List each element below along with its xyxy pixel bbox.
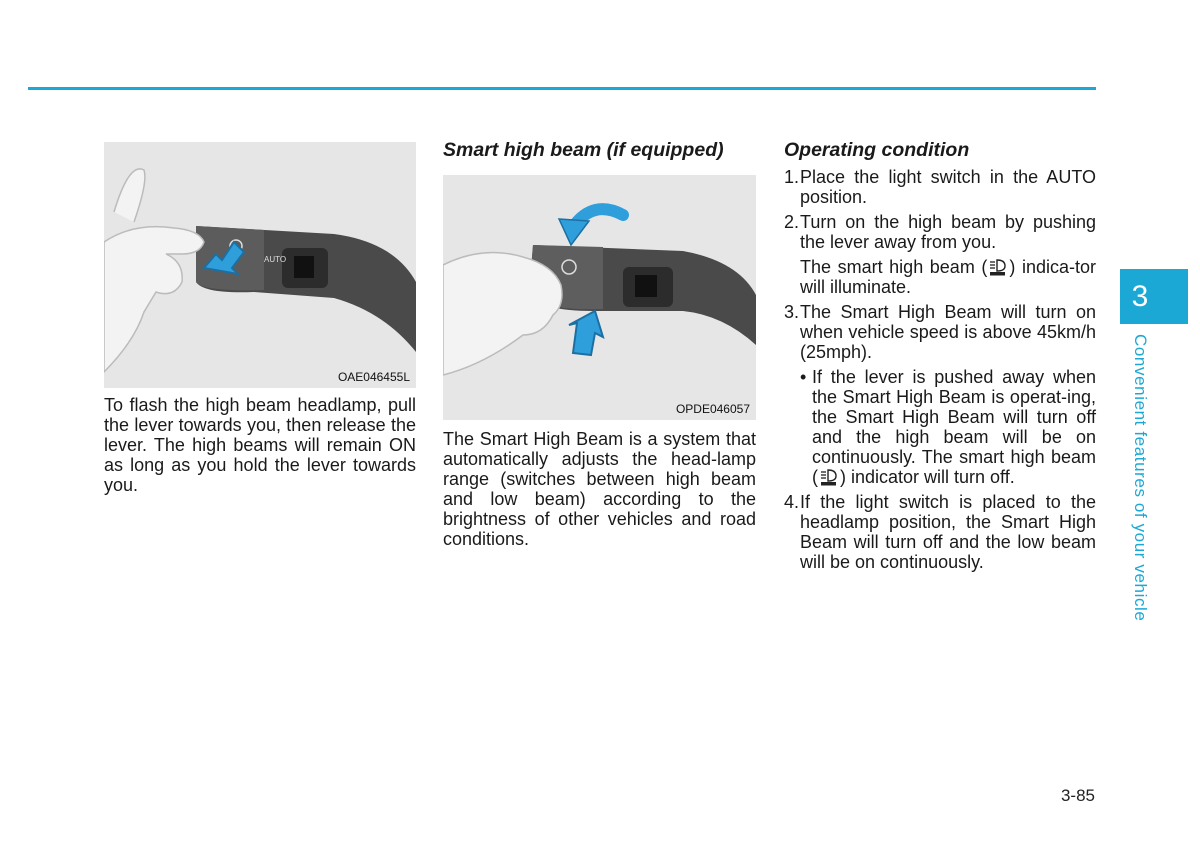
list-number: 1. xyxy=(784,167,800,187)
chapter-tab xyxy=(1120,269,1188,324)
bullet-mark: • xyxy=(800,367,807,387)
list-number: 3. xyxy=(784,302,800,322)
list-item xyxy=(784,167,1096,207)
list-text: The Smart High Beam will turn on when vehicle speed is above 45km/h (25mph). xyxy=(800,302,1096,362)
lever-pull-illustration xyxy=(104,142,416,388)
subtext-part: ) indica-tor will illuminate. xyxy=(800,257,1096,297)
operating-condition-heading: Operating condition xyxy=(784,139,970,161)
smart-high-beam-description: The Smart High Beam is a system that automatically adjusts the head-lamp range (switches between high beam and low beam) according to the brightness of other vehicles and road conditions. xyxy=(443,429,756,549)
lever-pull-figure xyxy=(104,142,416,388)
smart-high-beam-heading: Smart high beam (if equipped) xyxy=(443,139,724,161)
lever-push-illustration xyxy=(443,175,756,420)
bullet-text-part: If the lever is pushed away when the Smart High Beam is operat-ing, the Smart High Beam will turn off and the high beam will be on continuously. The smart high beam ( xyxy=(812,367,1096,487)
bullet-text-part: ) indicator will turn off. xyxy=(840,467,1015,487)
page-number: 3-85 xyxy=(1060,786,1095,805)
chapter-title-text: Convenient features of your vehicle xyxy=(1131,334,1150,622)
list-text: Place the light switch in the AUTO position. xyxy=(800,167,1096,207)
list-item xyxy=(784,212,1096,252)
operating-condition-section xyxy=(784,139,1096,577)
list-text: Turn on the high beam by pushing the lever away from you. xyxy=(800,212,1096,252)
lever-push-figure xyxy=(443,175,756,420)
flash-high-beam-text: To flash the high beam headlamp, pull the lever towards you, then release the lever. The high beams will remain ON as long as you hold the lever towards you. xyxy=(104,395,416,495)
bullet-item xyxy=(784,367,1096,487)
svg-text:AUTO: AUTO xyxy=(264,255,287,264)
list-number: 2. xyxy=(784,212,800,232)
bullet-text xyxy=(812,367,1096,487)
list-item xyxy=(784,302,1096,362)
list-number: 4. xyxy=(784,492,800,512)
list-text: If the light switch is placed to the headlamp position, the Smart High Beam will turn off and the low beam will be on continuously. xyxy=(800,492,1096,572)
list-item xyxy=(784,492,1096,572)
figure-code: OAE046455L xyxy=(337,370,410,384)
smart-high-beam-auto-icon xyxy=(987,258,1009,276)
smart-high-beam-auto-icon xyxy=(818,468,840,486)
figure-code: OPDE046057 xyxy=(675,402,750,416)
top-rule xyxy=(28,87,1096,90)
list-subtext xyxy=(784,257,1096,297)
subtext-part: The smart high beam ( xyxy=(800,257,988,277)
chapter-number: 3 xyxy=(1131,280,1149,313)
chapter-title xyxy=(1127,334,1153,624)
